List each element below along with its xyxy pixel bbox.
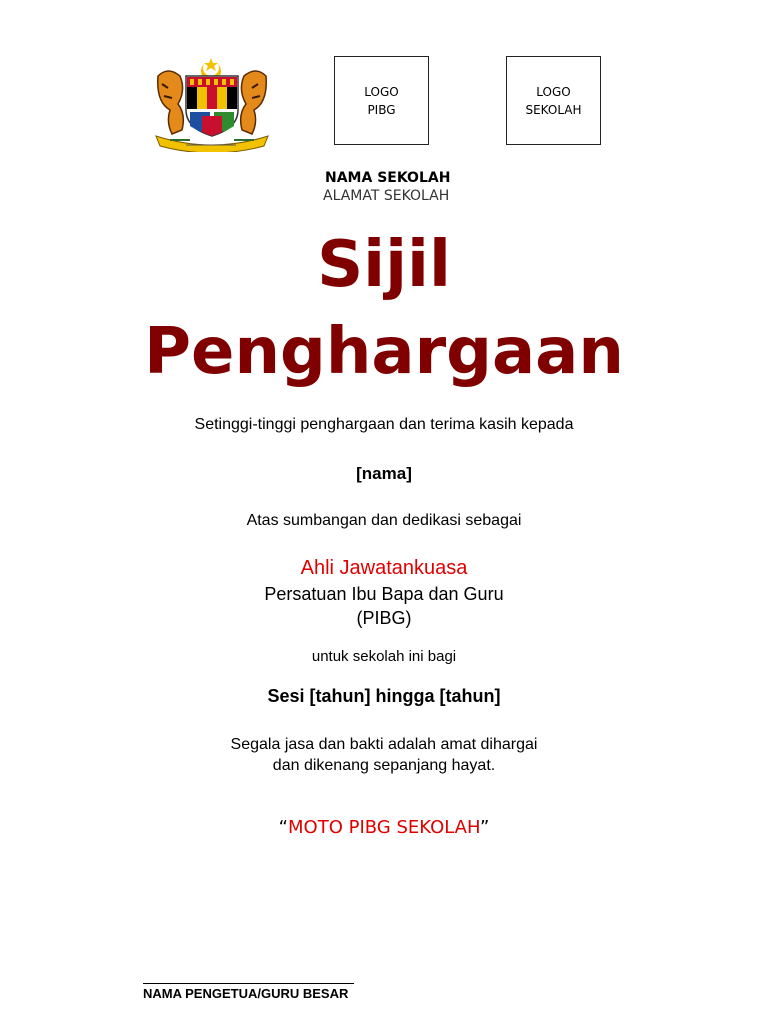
logo-pibg-placeholder xyxy=(334,56,429,145)
motto-text: MOTO PIBG SEKOLAH xyxy=(288,817,480,838)
closing-line-1: Segala jasa dan bakti adalah amat dihargai xyxy=(230,736,538,753)
certificate-title-line1: Sijil xyxy=(317,228,451,302)
signatory-name: NAMA PENGETUA/GURU BESAR xyxy=(143,986,349,1001)
school-name: NAMA SEKOLAH xyxy=(325,170,451,186)
motto-close-quote: ” xyxy=(479,817,490,838)
school-phrase: untuk sekolah ini bagi xyxy=(311,648,457,665)
school-address: ALAMAT SEKOLAH xyxy=(323,188,450,204)
logo-sekolah-line1: LOGO xyxy=(536,84,571,99)
signature-line xyxy=(143,983,354,984)
intro-text: Setinggi-tinggi penghargaan dan terima kasih kepada xyxy=(194,416,574,433)
closing-line-2: dan dikenang sepanjang hayat. xyxy=(272,757,496,774)
organization-abbrev: (PIBG) xyxy=(356,608,412,628)
logo-pibg-line2: PIBG xyxy=(367,102,396,117)
logo-sekolah-line2: SEKOLAH xyxy=(525,102,582,117)
logo-pibg-line1: LOGO xyxy=(364,84,399,99)
session-period: Sesi [tahun] hingga [tahun] xyxy=(267,686,501,706)
coat-of-arms-logo xyxy=(150,56,274,152)
role-title: Ahli Jawatankuasa xyxy=(300,557,468,579)
motto xyxy=(0,817,768,838)
certificate-title-line2: Penghargaan xyxy=(144,315,624,389)
contribution-text: Atas sumbangan dan dedikasi sebagai xyxy=(246,512,522,529)
organization-name: Persatuan Ibu Bapa dan Guru xyxy=(264,584,504,604)
recipient-name: [nama] xyxy=(356,464,412,483)
motto-open-quote: “ xyxy=(278,817,288,838)
logo-sekolah-placeholder xyxy=(506,56,601,145)
